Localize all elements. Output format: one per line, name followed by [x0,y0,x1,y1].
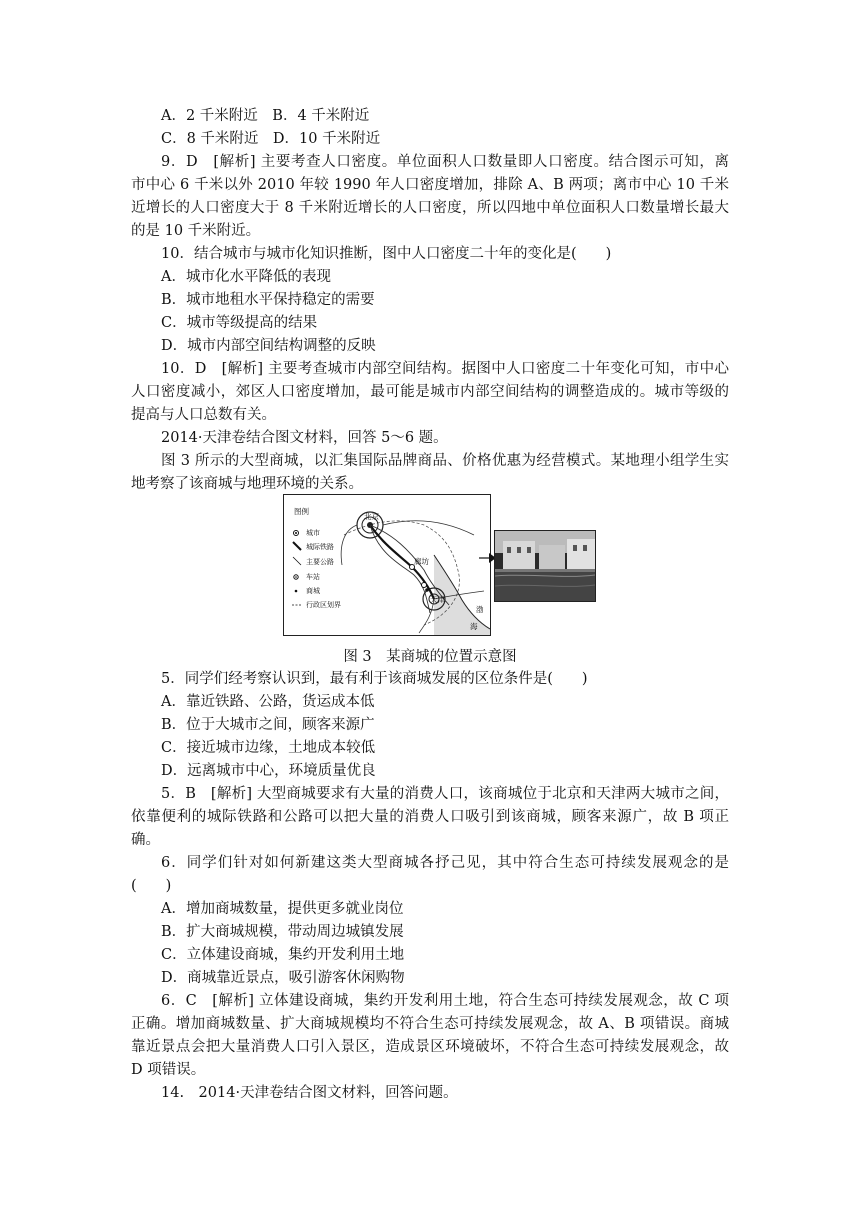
answer-line: 依靠便利的城际铁路和公路可以把大量的消费人口吸引到该商城，顾客来源广，故 B 项正 [131,809,729,825]
answer-line: 10．D [解析] 主要考查城市内部空间结构。据图中人口密度二十年变化可知，市中心 [161,361,729,377]
figure-caption: 图 3 某商城的位置示意图 [343,649,517,665]
map-frame [283,494,491,636]
map-label-beijing: 北京 [364,512,379,521]
location-map-figure [283,494,596,636]
answer-line: 确。 [131,832,160,848]
option-line: C．8 千米附近 D．10 千米附近 [161,131,381,147]
question-line: 14. 2014·天津卷结合图文材料，回答问题。 [161,1085,458,1101]
mall-photo [494,530,596,602]
answer-line: 正确。增加商城数量、扩大商城规模均不符合生态可持续发展观念，故 A、B 项错误。商城 [131,1016,729,1032]
legend-item-station: 车站 [306,573,320,581]
option-line: C．城市等级提高的结果 [161,315,318,331]
section-intro: 2014·天津卷结合图文材料，回答 5～6 题。 [161,430,448,446]
option-line: D．城市内部空间结构调整的反映 [161,338,376,354]
answer-line: 提高与人口总数有关。 [131,407,276,423]
question-line: 10．结合城市与城市化知识推断，图中人口密度二十年的变化是( ) [161,246,612,262]
mall-photo-image [495,531,595,601]
option-line: A．2 千米附近 B．4 千米附近 [161,108,370,124]
answer-line: 6．C [解析] 立体建设商城，集约开发利用土地，符合生态可持续发展观念，故 C 项 [161,993,729,1009]
map-label-bo: 渤 [476,605,484,614]
legend-item-railway: 城际铁路 [306,543,334,551]
legend-item-highway: 主要公路 [306,558,334,566]
legend-title: 图例 [294,507,309,516]
legend-item-city: 城市 [306,529,320,537]
answer-line: 9．D [解析] 主要考查人口密度。单位面积人口数量即人口密度。结合图示可知，离 [161,154,729,170]
option-line: C．接近城市边缘，土地成本较低 [161,740,376,756]
legend-item-boundary: 行政区划界 [306,601,341,609]
question-line: 6．同学们针对如何新建这类大型商城各抒己见，其中符合生态可持续发展观念的是 [161,855,729,871]
answer-line: 近增长的人口密度大于 8 千米附近增长的人口密度，所以四地中单位面积人口数量增长最大 [131,200,729,216]
question-line: ( ) [131,878,172,894]
material-line: 图 3 所示的大型商城，以汇集国际品牌商品、价格优惠为经营模式。某地理小组学生实 [161,453,729,469]
answer-line: 5．B [解析] 大型商城要求有大量的消费人口，该商城位于北京和天津两大城市之间， [161,786,729,802]
option-line: B．位于大城市之间，顾客来源广 [161,717,375,733]
option-line: C．立体建设商城，集约开发利用土地 [161,947,405,963]
material-line: 地考察了该商城与地理环境的关系。 [131,476,363,492]
legend-item-mall: 商城 [306,587,320,595]
answer-line: D 项错误。 [131,1062,206,1078]
option-line: A．靠近铁路、公路，货运成本低 [161,694,375,710]
answer-line: 的是 10 千米附近。 [131,223,261,239]
option-line: A．增加商城数量，提供更多就业岗位 [161,901,404,917]
answer-line: 靠近景点会把大量消费人口引入景区，造成景区环境破坏，不符合生态可持续发展观念，故 [131,1039,729,1055]
option-line: B．城市地租水平保持稳定的需要 [161,292,375,308]
option-line: B．扩大商城规模，带动周边城镇发展 [161,924,404,940]
answer-line: 人口密度减小，郊区人口密度增加，最可能是城市内部空间结构的调整造成的。城市等级的 [131,384,729,400]
option-line: A．城市化水平降低的表现 [161,269,331,285]
option-line: D．商城靠近景点，吸引游客休闲购物 [161,970,405,986]
option-line: D．远离城市中心，环境质量优良 [161,763,376,779]
map-label-langfang: 廊坊 [414,557,429,566]
map-label-tianjin: 天津 [430,595,445,604]
answer-line: 市中心 6 千米以外 2010 年较 1990 年人口密度增加，排除 A、B 两项；离市中心 10 千米 [131,177,729,193]
map-label-hai: 海 [470,622,478,631]
question-line: 5．同学们经考察认识到，最有利于该商城发展的区位条件是( ) [161,671,588,687]
